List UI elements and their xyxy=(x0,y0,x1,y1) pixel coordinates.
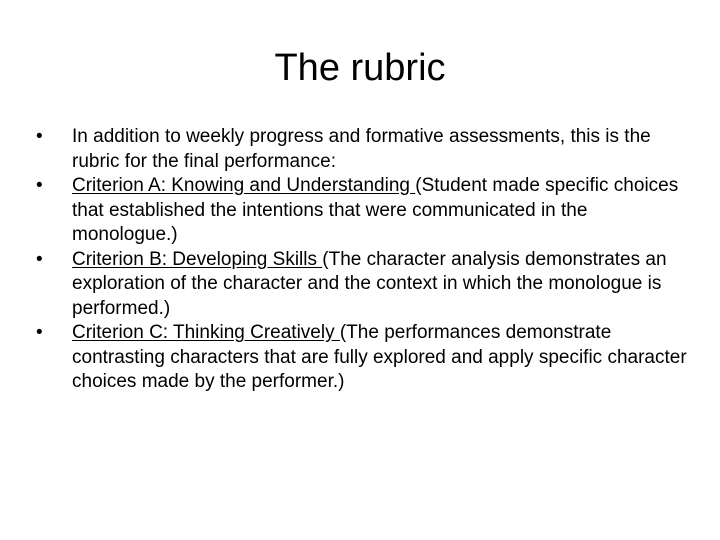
criterion-c-label: Criterion C: Thinking Creatively xyxy=(72,322,340,343)
bullet-icon: • xyxy=(36,248,43,270)
bullet-criterion-b xyxy=(36,248,696,322)
bullet-list xyxy=(36,125,696,395)
bullet-text: In addition to weekly progress and formative assessments, this is the rubric for the final performance: xyxy=(72,126,651,172)
bullet-icon: • xyxy=(36,175,43,196)
criterion-b-description: (The character analysis demonstrates an exploration of the character and the context in which the monologue is performed.) xyxy=(72,248,667,319)
criterion-b-label: Criterion B: Developing Skills xyxy=(72,248,323,270)
bullet-criterion-a xyxy=(36,174,696,248)
bullet-icon: • xyxy=(36,322,43,343)
slide-title: The rubric xyxy=(274,47,446,89)
bullet-intro xyxy=(36,125,696,174)
criterion-a-label: Criterion A: Knowing and Understanding xyxy=(72,175,416,196)
bullet-criterion-c xyxy=(36,321,696,395)
criterion-a-description: (Student made specific choices that established the intentions that were communicated in the monologue.) xyxy=(72,175,679,245)
bullet-icon: • xyxy=(36,126,43,147)
criterion-c-description: (The performances demonstrate contrasting characters that are fully explored and apply specific character choices made by the performer.) xyxy=(72,322,687,392)
